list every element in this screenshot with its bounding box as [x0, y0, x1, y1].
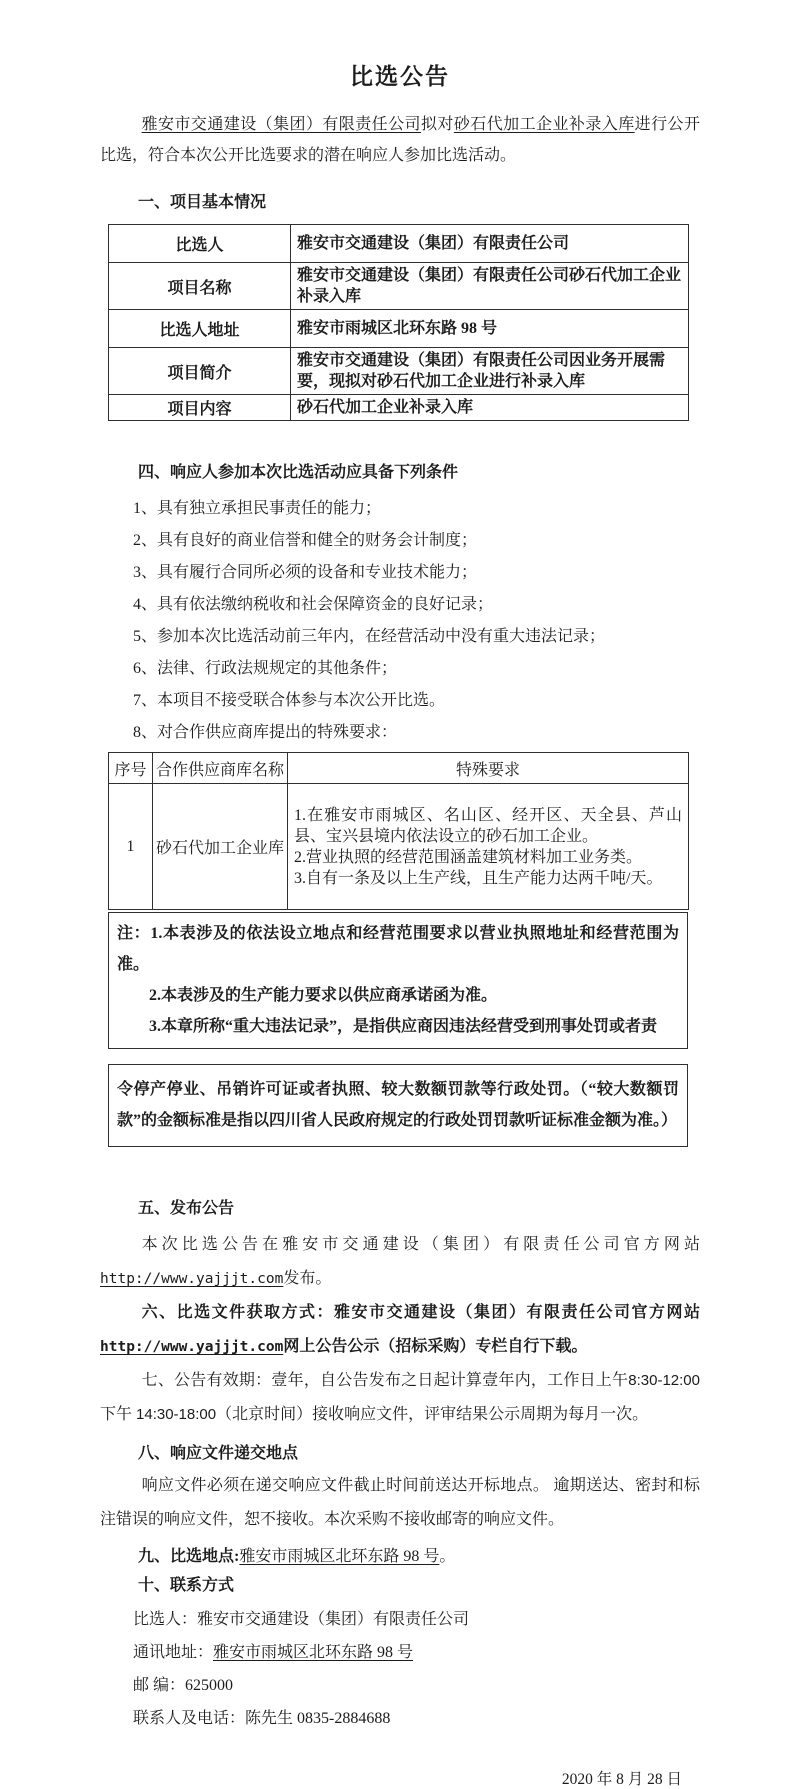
condition-item-7: 7、本项目不接受联合体参与本次公开比选。	[133, 692, 446, 709]
contact-phone-line: 联系人及电话：陈先生 0835-2884688	[133, 1710, 391, 1727]
section-4-heading: 四、响应人参加本次比选活动应具备下列条件	[138, 464, 459, 481]
cell-library-name: 砂石代加工企业库	[153, 784, 288, 910]
table-row	[109, 263, 689, 310]
row-label: 项目名称	[109, 263, 291, 310]
website-link[interactable]: http://www.yajjjt.com	[100, 1339, 284, 1355]
contact-address-underlined: 雅安市雨城区北环东路 98 号	[213, 1644, 414, 1661]
section-5-text-pre: 本次比选公告在雅安市交通建设（集团）有限责任公司官方网站	[141, 1236, 700, 1253]
note-line-3: 3.本章所称“重大违法记录”，是指供应商因违法经营受到刑事处罚或者责	[149, 1018, 658, 1035]
section-8-body: 响应文件必须在递交响应文件截止时间前送达开标地点。 逾期送达、密封和标注错误的响应文件，恕不接收。本次采购不接收邮寄的响应文件。	[100, 1477, 700, 1528]
bid-location-suffix: 。	[439, 1548, 456, 1565]
cell-serial-no: 1	[109, 784, 153, 910]
section-7-text-post: （北京时间）接收响应文件，评审结果公示周期为每月一次。	[216, 1406, 649, 1423]
condition-item-1: 1、具有独立承担民事责任的能力；	[133, 500, 382, 517]
section-1-heading: 一、项目基本情况	[138, 194, 267, 211]
morning-hours: 8:30-12:00	[628, 1372, 700, 1389]
contact-zip-line: 邮 编：625000	[133, 1677, 234, 1694]
section-7-text-mid: 下午	[100, 1406, 137, 1423]
condition-item-3: 3、具有履行合同所必须的设备和专业技术能力；	[133, 564, 478, 581]
supplier-library-table	[108, 752, 689, 910]
contact-address-line	[100, 1636, 700, 1669]
requirement-2: 2.营业执照的经营范围涵盖建筑材料加工业务类。	[294, 848, 643, 866]
section-6-text-post: 网上公告公示（招标采购）专栏自行下载。	[283, 1338, 588, 1355]
project-name-underlined: 砂石代加工企业补录入库	[453, 116, 635, 133]
cell-special-requirements	[288, 784, 689, 910]
condition-item-5: 5、参加本次比选活动前三年内，在经营活动中没有重大违法记录；	[133, 628, 606, 645]
col-header-requirements: 特殊要求	[288, 753, 689, 784]
intro-mid: 拟对	[420, 116, 454, 133]
section-7-paragraph	[100, 1364, 700, 1432]
table-row	[109, 784, 689, 910]
row-label: 比选人	[109, 225, 291, 263]
notes-box	[108, 912, 688, 1049]
row-label: 项目内容	[109, 395, 291, 421]
table-row	[109, 225, 689, 263]
requirement-3: 3.自有一条及以上生产线，且生产能力达两千吨/天。	[294, 869, 663, 887]
section-6-text-pre: 六、比选文件获取方式：雅安市交通建设（集团）有限责任公司官方网站	[141, 1304, 700, 1321]
note-continuation-box	[108, 1064, 688, 1147]
note-continuation-text: 令停产停业、吊销许可证或者执照、较大数额罚款等行政处罚。（“较大数额罚款”的金额标准是指以四川省人民政府规定的行政处罚罚款听证标准金额为准。）	[117, 1081, 679, 1129]
row-value: 雅安市交通建设（集团）有限责任公司砂石代加工企业补录入库	[291, 263, 689, 310]
intro-paragraph	[100, 109, 700, 171]
row-value: 雅安市雨城区北环东路 98 号	[291, 310, 689, 348]
condition-item-2: 2、具有良好的商业信誉和健全的财务会计制度；	[133, 532, 478, 549]
table-row	[109, 395, 689, 421]
bid-location-address: 雅安市雨城区北环东路 98 号	[239, 1548, 440, 1565]
condition-item-4: 4、具有依法缴纳税收和社会保障资金的良好记录；	[133, 596, 494, 613]
section-5-text-post: 发布。	[283, 1270, 332, 1287]
section-8-heading: 八、响应文件递交地点	[138, 1445, 299, 1462]
contact-address-label: 通讯地址：	[133, 1644, 214, 1661]
contact-bidder-line: 比选人：雅安市交通建设（集团）有限责任公司	[133, 1611, 470, 1628]
note-line-1: 注：1.本表涉及的依法设立地点和经营范围要求以营业执照地址和经营范围为准。	[117, 925, 679, 973]
bid-location-label: 九、比选地点:	[138, 1548, 240, 1565]
condition-item-6: 6、法律、行政法规规定的其他条件；	[133, 660, 398, 677]
row-label: 项目简介	[109, 348, 291, 395]
condition-item-8: 8、对合作供应商库提出的特殊要求：	[133, 724, 398, 741]
table-header-row	[109, 753, 689, 784]
afternoon-hours: 14:30-18:00	[136, 1406, 217, 1423]
note-line-2: 2.本表涉及的生产能力要求以供应商承诺函为准。	[149, 987, 498, 1004]
intro-tail: 进行公开比选，符合本次公开比选要求的潜在响应人参加比选活动。	[100, 116, 700, 164]
bidder-name-underlined: 雅安市交通建设（集团）有限责任公司	[141, 116, 421, 133]
basic-info-table	[108, 224, 689, 421]
website-link[interactable]: http://www.yajjjt.com	[100, 1271, 284, 1287]
doc-title: 比选公告	[350, 64, 450, 89]
requirement-1: 1.在雅安市雨城区、名山区、经开区、天全县、芦山县、宝兴县境内依法设立的砂石加工企业。	[294, 806, 682, 845]
col-header-name: 合作供应商库名称	[153, 753, 288, 784]
section-5-body	[100, 1228, 700, 1296]
section-7-text-pre: 七、公告有效期：壹年，自公告发布之日起计算壹年内，工作日上午	[141, 1372, 629, 1389]
row-value: 雅安市交通建设（集团）有限责任公司	[291, 225, 689, 263]
row-label: 比选人地址	[109, 310, 291, 348]
table-row	[109, 348, 689, 395]
section-9-line	[100, 1543, 700, 1566]
row-value: 砂石代加工企业补录入库	[291, 395, 689, 421]
section-6-paragraph	[100, 1296, 700, 1364]
section-5-heading: 五、发布公告	[138, 1200, 235, 1217]
doc-date: 2020 年 8 月 28 日	[561, 1771, 682, 1788]
col-header-no: 序号	[109, 753, 153, 784]
row-value: 雅安市交通建设（集团）有限责任公司因业务开展需要，现拟对砂石代加工企业进行补录入库	[291, 348, 689, 395]
section-10-heading: 十、联系方式	[138, 1577, 235, 1594]
table-row	[109, 310, 689, 348]
